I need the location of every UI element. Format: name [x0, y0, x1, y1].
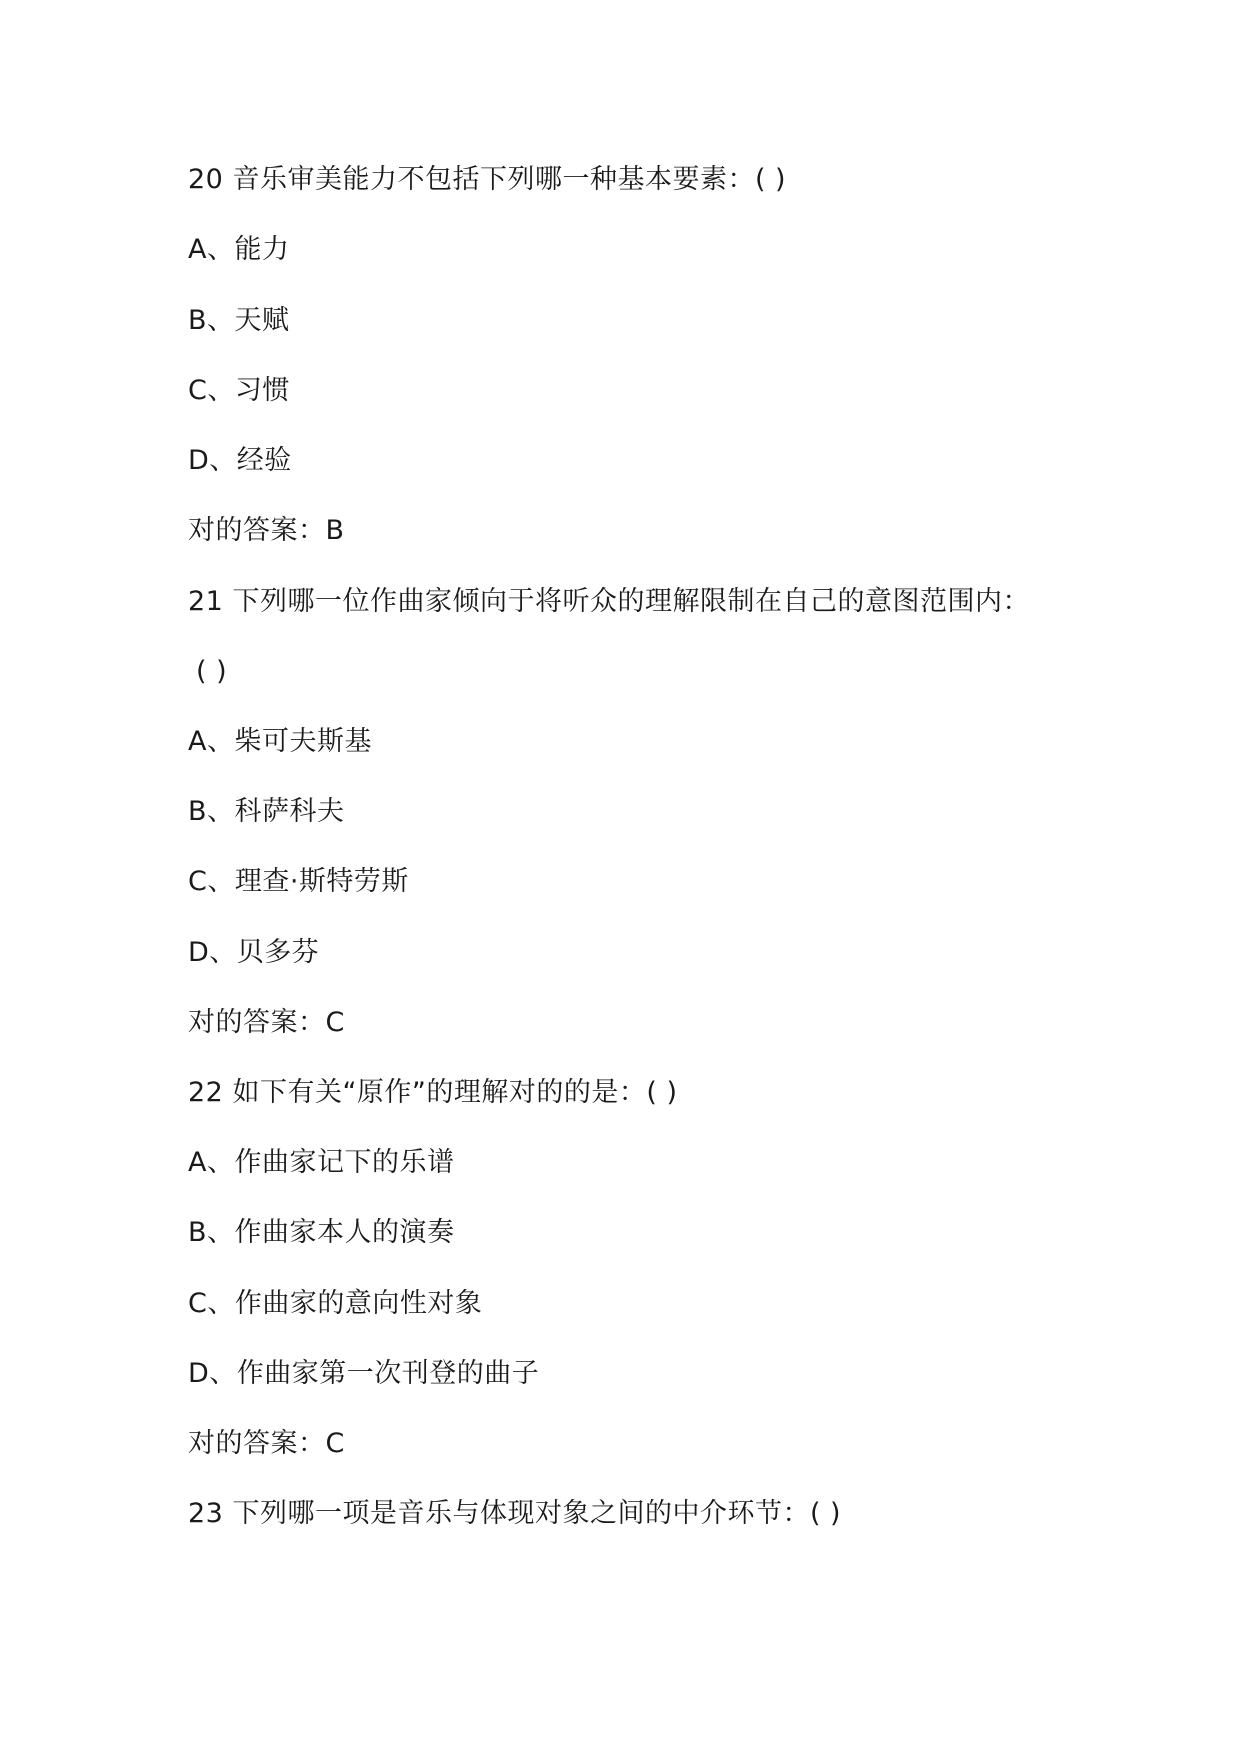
question-21-text: 21 下列哪一位作曲家倾向于将听众的理解限制在自己的意图范围内：	[188, 586, 1030, 617]
question-20-text: 20 音乐审美能力不包括下列哪一种基本要素：( )	[188, 164, 787, 195]
question-21-text-continued: ( )	[196, 656, 228, 687]
question-22-option-b: B、作曲家本人的演奏	[188, 1217, 455, 1248]
question-20-option-b: B、天赋	[188, 305, 290, 336]
question-23-text: 23 下列哪一项是音乐与体现对象之间的中介环节：( )	[188, 1498, 842, 1529]
question-21-option-b: B、科萨科夫	[188, 796, 345, 827]
question-22-answer: 对的答案：C	[188, 1428, 345, 1459]
question-22-text: 22 如下有关“原作”的理解对的的是：( )	[188, 1077, 678, 1108]
question-21-option-d: D、贝多芬	[188, 937, 320, 968]
question-20-option-c: C、习惯	[188, 375, 290, 406]
question-22-option-a: A、作曲家记下的乐谱	[188, 1147, 455, 1178]
question-21-answer: 对的答案：C	[188, 1007, 345, 1038]
question-22-option-c: C、作曲家的意向性对象	[188, 1288, 483, 1319]
question-21-option-c: C、理查·斯特劳斯	[188, 866, 409, 897]
question-20-option-d: D、经验	[188, 445, 292, 476]
question-22-option-d: D、作曲家第一次刊登的曲子	[188, 1358, 540, 1389]
question-20-answer: 对的答案：B	[188, 515, 345, 546]
question-21-option-a: A、柴可夫斯基	[188, 726, 372, 757]
question-20-option-a: A、能力	[188, 234, 290, 265]
